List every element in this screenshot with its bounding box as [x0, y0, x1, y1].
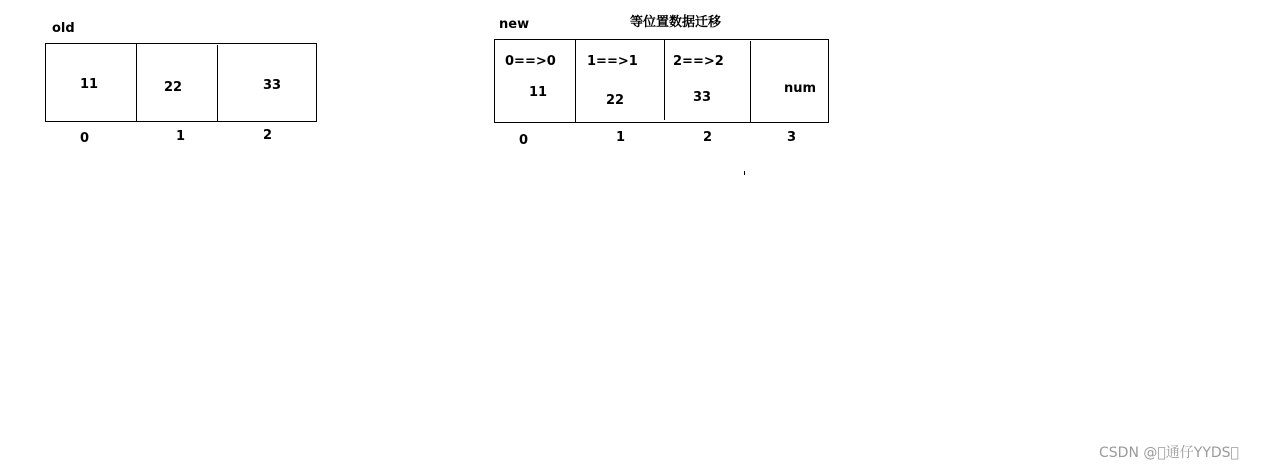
mapping-label: 1==>1: [587, 54, 638, 69]
old-array-divider: [136, 43, 137, 122]
new-array-divider: [750, 41, 751, 123]
new-cell-value: 11: [529, 85, 548, 100]
old-array-divider: [217, 45, 218, 122]
csdn-watermark: CSDN @ 通仔YYDS : [1099, 445, 1239, 461]
old-cell-value: 22: [164, 80, 183, 95]
new-array-divider: [575, 39, 576, 123]
new-index-label: 0: [519, 133, 529, 148]
new-index-label: 3: [787, 130, 797, 145]
new-index-label: 1: [616, 130, 626, 145]
old-index-label: 2: [263, 128, 273, 143]
old-index-label: 1: [176, 129, 186, 144]
diagram-caption: 等位置数据迁移: [630, 15, 722, 30]
mapping-label: 2==>2: [673, 54, 724, 69]
new-index-label: 2: [703, 130, 713, 145]
new-array-title: new: [499, 17, 530, 32]
stray-mark: [744, 171, 745, 175]
new-array-box: [494, 39, 829, 123]
old-index-label: 0: [80, 131, 90, 146]
old-cell-value: 11: [80, 77, 99, 92]
new-cell-value: 22: [606, 93, 625, 108]
old-cell-value: 33: [263, 78, 282, 93]
mapping-label: 0==>0: [505, 54, 556, 69]
new-cell-value: num: [784, 81, 817, 96]
new-cell-value: 33: [693, 90, 712, 105]
old-array-title: old: [52, 21, 75, 36]
new-array-divider: [664, 39, 665, 120]
